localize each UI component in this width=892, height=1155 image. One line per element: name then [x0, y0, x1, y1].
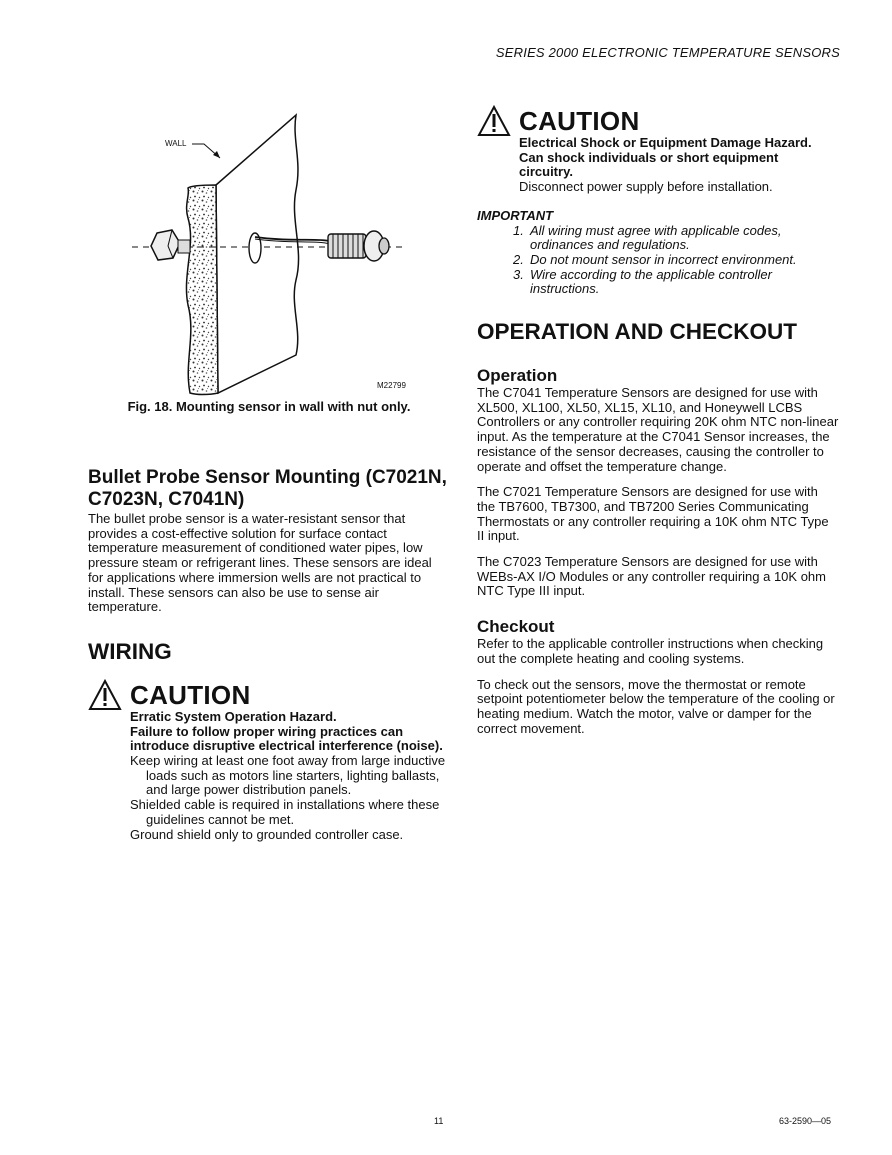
important-list	[477, 224, 839, 298]
important-label: IMPORTANT	[477, 207, 554, 223]
list-item	[513, 268, 839, 297]
important-block	[477, 209, 839, 297]
wiring-hazard-title: Erratic System Operation Hazard.	[130, 708, 337, 724]
figure-mounting-sensor	[120, 100, 420, 400]
right-column	[477, 104, 839, 736]
figure-code: M22799	[377, 381, 406, 390]
wiring-item: Keep wiring at least one foot away from large inductive loads such as motors line starters, lighting ballasts, and large power distribution panels.	[130, 753, 446, 798]
operation-paragraph: The C7023 Temperature Sensors are designed for use with WEBs-AX I/O Modules or any controller requiring a 10K ohm NTC Type III input.	[477, 554, 826, 599]
warning-triangle-icon	[477, 105, 511, 137]
wiring-hazard-detail: Failure to follow proper wiring practices can introduce disruptive electrical interference (noise).	[130, 723, 443, 754]
document-number: 63-2590—05	[778, 1116, 831, 1126]
list-number: 3.	[513, 266, 524, 282]
bullet-probe-heading-line2: C7023N, C7041N)	[88, 489, 245, 510]
wiring-item: Shielded cable is required in installations where these guidelines cannot be met.	[130, 797, 440, 827]
checkout-paragraph: Refer to the applicable controller instructions when checking out the complete heating and cooling systems.	[477, 636, 824, 666]
list-text: All wiring must agree with applicable codes, ordinances and regulations.	[530, 222, 782, 253]
operation-paragraph: The C7021 Temperature Sensors are designed for use with the TB7600, TB7300, and TB7200 Series Communicating Thermostats or any controller requiring a 10K ohm NTC Type II input.	[477, 484, 829, 544]
warning-triangle-icon	[88, 679, 122, 711]
running-header: SERIES 2000 ELECTRONIC TEMPERATURE SENSORS	[495, 45, 840, 60]
bullet-probe-body: The bullet probe sensor is a water-resistant sensor that provides a cost-effective solution for surface contact temperature measurement of conditioned water pipes, low pressure steam or refrigerant lines. These sensors are ideal for applications where immersion wells are not practical to install. These sensors can also be use to sense air temperature.	[88, 511, 432, 615]
list-text: Wire according to the applicable controller instructions.	[530, 266, 772, 297]
figure-caption: Fig. 18. Mounting sensor in wall with nut only.	[127, 399, 411, 414]
bullet-probe-heading	[88, 467, 450, 511]
bullet-probe-heading-line1: Bullet Probe Sensor Mounting (C7021N,	[88, 467, 447, 488]
page-number: 11	[434, 1116, 444, 1126]
power-hazard-title: Electrical Shock or Equipment Damage Hazard.	[519, 135, 812, 150]
caution-label: CAUTION	[130, 679, 251, 710]
caution-label: CAUTION	[519, 106, 640, 136]
list-item	[513, 224, 839, 253]
power-caution	[477, 108, 839, 195]
figure-wall-label: WALL	[165, 139, 187, 148]
wiring-caution	[88, 679, 450, 842]
wiring-heading: WIRING	[88, 638, 172, 664]
list-text: Do not mount sensor in incorrect environment.	[530, 251, 797, 267]
left-column	[88, 467, 450, 842]
operation-paragraph: The C7041 Temperature Sensors are designed for use with XL500, XL100, XL50, XL15, XL10, and Honeywell LCBS Controllers or any controller requiring 20K ohm NTC non-linear input. As the temperature at the C7041 Sensor increases, the resistance of the sensor decreases, causing the controller to operate and offset the temperature change.	[477, 385, 839, 474]
list-number: 2.	[513, 251, 524, 267]
operation-checkout-heading: OPERATION AND CHECKOUT	[477, 319, 797, 345]
checkout-paragraph: To check out the sensors, move the thermostat or remote setpoint potentiometer below the temperature of the cooling or heating medium. Watch the motor, valve or damper for the correct movement.	[477, 676, 835, 736]
wiring-item: Ground shield only to grounded controller case.	[130, 826, 404, 842]
power-hazard-detail: Can shock individuals or short equipment circuitry.	[519, 149, 779, 180]
operation-heading: Operation	[477, 366, 558, 386]
power-instruction: Disconnect power supply before installation.	[519, 179, 773, 195]
list-item	[513, 253, 839, 268]
list-number: 1.	[513, 222, 524, 238]
checkout-heading: Checkout	[477, 617, 555, 637]
